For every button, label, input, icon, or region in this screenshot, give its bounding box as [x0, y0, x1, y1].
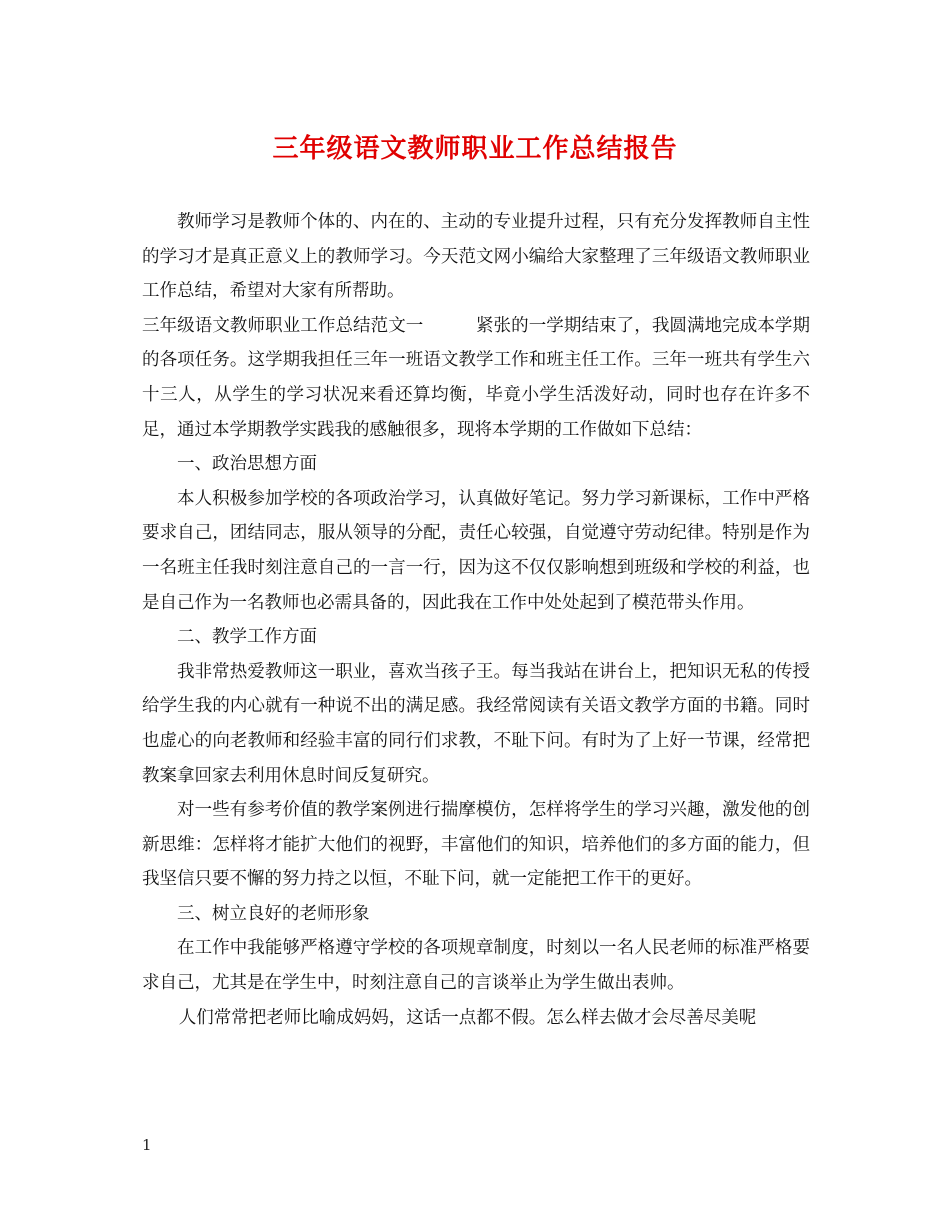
intro-paragraph: 教师学习是教师个体的、内在的、主动的专业提升过程，只有充分发挥教师自主性的学习才是真正意义上的教师学习。今天范文网小编给大家整理了三年级语文教师职业工作总结，希望对大家有所帮助。	[142, 212, 810, 302]
section-heading-teaching: 二、教学工作方面	[177, 627, 317, 648]
page-number: 1	[142, 1136, 152, 1154]
document-body	[142, 205, 810, 1035]
section-body-image-1: 在工作中我能够严格遵守学校的各项规章制度，时刻以一名人民老师的标准严格要求自己，尤其是在学生中，时刻注意自己的言谈举止为学生做出表帅。	[142, 938, 810, 994]
sample-opening-text: 紧张的一学期结束了，我圆满地完成本学期的各项任务。这学期我担任三年一班语文教学工作和班主任工作。三年一班共有学生六十三人，从学生的学习状况来看还算均衡，毕竟小学生活泼好动，同时也存在许多不足，通过本学期教学实践我的感触很多，现将本学期的工作做如下总结：	[142, 315, 811, 440]
section-body-teaching-1: 我非常热爱教师这一职业，喜欢当孩子王。每当我站在讲台上，把知识无私的传授给学生我的内心就有一种说不出的满足感。我经常阅读有关语文教学方面的书籍。同时也虚心的向老教师和经验丰富的同行们求教，不耻下问。有时为了上好一节课，经常把教案拿回家去利用休息时间反复研究。	[142, 661, 810, 786]
section-body-politics: 本人积极参加学校的各项政治学习，认真做好笔记。努力学习新课标，工作中严格要求自己，团结同志，服从领导的分配，责任心较强，自觉遵守劳动纪律。特别是作为一名班主任我时刻注意自己的一言一行，因为这不仅仅影响想到班级和学校的利益，也是自己作为一名教师也必需具备的，因此我在工作中处处起到了模范带头作用。	[142, 488, 810, 613]
section-heading-image: 三、树立良好的老师形象	[177, 903, 370, 924]
document-title: 三年级语文教师职业工作总结报告	[272, 134, 678, 164]
section-body-teaching-2: 对一些有参考价值的教学案例进行揣摩模仿，怎样将学生的学习兴趣，激发他的创新思维：怎样将才能扩大他们的视野，丰富他们的知识，培养他们的多方面的能力，但我坚信只要不懈的努力持之以恒，不耻下问，就一定能把工作干的更好。	[142, 800, 810, 890]
section-heading-politics: 一、政治思想方面	[177, 454, 317, 475]
section-body-image-2: 人们常常把老师比喻成妈妈，这话一点都不假。怎么样去做才会尽善尽美呢	[178, 1007, 757, 1028]
sample-opening-paragraph	[142, 309, 810, 447]
sample-heading: 三年级语文教师职业工作总结范文一	[142, 315, 424, 336]
